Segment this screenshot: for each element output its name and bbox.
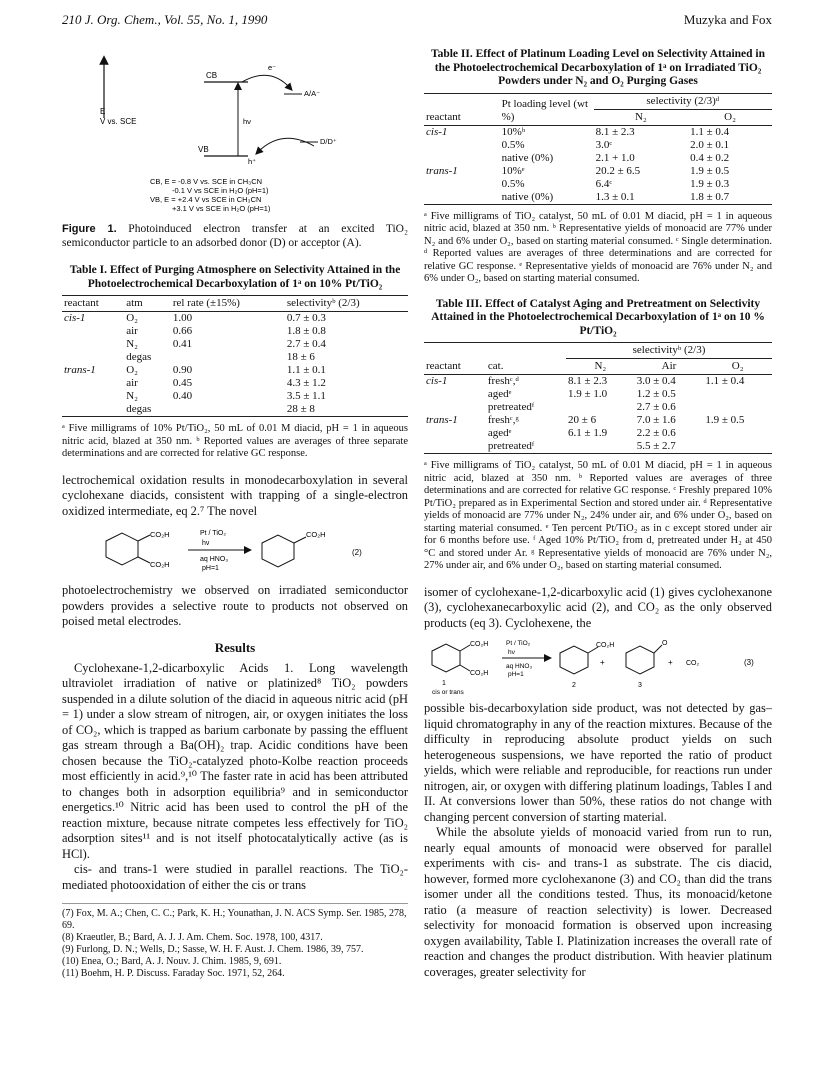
eq2-co2h-top: CO₂H (150, 530, 170, 539)
table-row (62, 325, 408, 338)
table-cell (424, 178, 500, 191)
right-body-text-2 (424, 701, 772, 980)
table-cell: degas (126, 351, 152, 363)
table-cell (171, 403, 285, 417)
eq3-compound-2: 2 (572, 682, 576, 689)
eq2-co2h-bottom: CO₂H (150, 560, 170, 569)
table-cell: 6.1 ± 1.9 (568, 427, 608, 439)
body-paragraph: possible bis-decarboxylation side product, was not detected by gas–liquid chromatography in any of the reaction mixtures. Because of the difficulty in reproducing absolute product yields on such heterogeneous suspensions, we have reported the ratio of product yields, which were reliable and reproducible, for reactions run under nitrogen, air, or oxygen with differing platinum loadings, Tables I and II. At conversions lower than 50%, these ratios do not change with changing percent conversion of starting material. (424, 701, 772, 824)
eq3-co2: CO₂ (686, 660, 700, 667)
table-row (424, 388, 772, 401)
donor-label: D/D⁺ (320, 137, 337, 146)
table-row (424, 152, 772, 165)
table-3-header: O₂ (703, 359, 772, 375)
table-2-header: O₂ (688, 109, 772, 125)
left-body-text (62, 473, 408, 520)
eq2-product-co2h: CO₂H (306, 530, 326, 539)
table-cell: O₂ (126, 364, 139, 376)
table-3-header: N₂ (566, 359, 635, 375)
table-cell (424, 440, 486, 454)
table-cell: 0.41 (172, 338, 193, 350)
table-cell (62, 377, 124, 390)
table-row (424, 139, 772, 152)
table-1-header: rel rate (±15%) (171, 296, 285, 312)
table-row (424, 401, 772, 414)
table-cell: cis-1 (426, 375, 448, 387)
table-cell (62, 338, 124, 351)
electron-label: e⁻ (268, 63, 277, 72)
table-cell: 3.0ᶜ (595, 138, 613, 151)
reference-item: (8) Kraeutler, B.; Bard, A. J. J. Am. Chem. Soc. 1978, 100, 4317. (62, 932, 323, 943)
eq3-reagent-hv: hν (508, 649, 515, 656)
table-cell: 28 ± 8 (285, 403, 408, 417)
table-row (62, 351, 408, 364)
figure-1-caption-label: Figure 1. (62, 223, 117, 235)
references (62, 903, 408, 980)
body-paragraph: Cyclohexane-1,2-dicarboxylic Acids 1. Long wavelength ultraviolet irradiation of native or platinized⁸ TiO₂ powders suspended in a dilute solution of the diacid in aqueous nitric acid (pH = 1) under a slow stream of nitrogen, air, or oxygen initiates the loss of CO₂, which is trapped as barium carbonate by passing the effluent gas stream through a Ba(OH)₂ trap. Acidic conditions have been chosen because the TiO₂-catalyzed photo-Kolbe reaction proceeds most efficiently in acid.⁹,¹⁰ The faster rate in acid has been attributed to changes both in adsorption equilibria⁹ and in semiconductor energetics.¹⁰ Nitric acid has been used to control the pH of the reaction mixture, because nitrate competes less effectively for TiO₂ adsorption sites¹¹ and is not itself photocatalytically active (as is HCl). (62, 660, 408, 861)
table-cell: 1.9 ± 0.3 (690, 177, 730, 190)
table-row (424, 414, 772, 427)
table-cell: freshᶜ,ᵈ (487, 375, 519, 387)
table-2-header: N₂ (594, 109, 689, 125)
table-cell: 1.8 ± 0.8 (286, 325, 326, 337)
reference-item: (10) Enea, O.; Bard, A. J. Nouv. J. Chim. 1985, 9, 691. (62, 956, 282, 967)
table-cell: trans-1 (426, 164, 458, 177)
table-cell: 7.0 ± 1.6 (636, 414, 676, 426)
left-column (62, 48, 408, 980)
table-cell: 5.5 ± 2.7 (635, 440, 704, 454)
table-row (424, 191, 772, 205)
table-row (424, 178, 772, 191)
figure-1-caption-text: Photoinduced electron transfer at an excited TiO₂ semiconductor particle to an adsorbed donor (D) or acceptor (A). (62, 223, 408, 249)
right-column (424, 48, 772, 980)
table-2-header: Pt loading level (wt %) (500, 93, 594, 125)
axis-e-label: E (100, 107, 106, 116)
table-cell: air (126, 325, 138, 337)
table-2-footnote: ᵃ Five milligrams of TiO₂ catalyst, 50 mL of 0.01 M diacid, pH = 1 in aqueous nitric acid, blazed at 350 nm. ᵇ Representative yields of monoacid are 77% under N₂ and 6% under O₂, based on starting material consumed. ᶜ Single determination. ᵈ Reported values are averages of three determinations and are corrected for relative GC response. ᵉ Representative yields of monoacid are 76% under N₂ and 6% under O₂, based on starting material consumed. (424, 210, 772, 284)
table-cell (424, 401, 486, 414)
eq2-number: (2) (352, 548, 362, 557)
table-cell: agedᵉ (487, 388, 512, 400)
eq3-plus-2: + (668, 658, 673, 667)
hv-label: hν (243, 117, 251, 126)
eq3-compound-3: 3 (638, 682, 642, 689)
table-cell: N₂ (126, 338, 139, 350)
table-3-title: Table III. Effect of Catalyst Aging and Pretreatment on Selectivity Attained in the Photoelectrochemical Decarboxylation of 1ᵃ on 10 % Pt/TiO₂ (431, 297, 765, 337)
body-paragraph: isomer of cyclohexane-1,2-dicarboxylic acid (1) gives cyclohexanone (3), cyclohexanecarboxylic acid (2), and CO₂ as the only observed products (eq 3). Cyclohexene, the (424, 584, 772, 630)
reference-item: (11) Boehm, H. P. Discuss. Faraday Soc. 1971, 52, 264. (62, 968, 285, 979)
eq2-reagent-acid: aq HNO₃ (200, 556, 229, 563)
table-cell (424, 388, 486, 401)
table-cell: 4.3 ± 1.2 (286, 377, 326, 389)
eq3-cis-trans: cis or trans (432, 689, 464, 696)
table-cell (62, 351, 124, 364)
equation-3 (424, 635, 772, 697)
table-cell: native (0%) (501, 151, 554, 164)
table-cell: 1.9 ± 1.0 (568, 388, 608, 400)
eq3-reagent-ph: pH=1 (508, 671, 524, 678)
table-cell: 0.66 (172, 325, 193, 337)
eq3-compound-1: 1 (442, 680, 446, 687)
table-cell: 18 ± 6 (286, 351, 315, 363)
table-cell: cis-1 (426, 125, 448, 138)
table-cell: native (0%) (500, 191, 594, 205)
eq3-co2h-bottom: CO₂H (470, 670, 489, 677)
table-cell: 1.9 ± 0.5 (705, 414, 745, 426)
table-cell (566, 401, 635, 414)
table-cell: 2.7 ± 0.6 (636, 401, 676, 413)
eq3-reagent-top: Pt / TiO₂ (506, 640, 531, 647)
table-cell: O₂ (126, 312, 139, 324)
figure-1-caption (62, 222, 408, 250)
table-cell: 2.1 + 1.0 (595, 151, 635, 164)
table-cell: 3.5 ± 1.1 (286, 390, 326, 402)
table-1-title: Table I. Effect of Purging Atmosphere on Selectivity Attained in the Photoelectrochemical Decarboxylation of 1ᵃ on 10% Pt/TiO₂ (69, 264, 401, 290)
table-cell: N₂ (126, 390, 139, 402)
table-cell (62, 403, 124, 417)
vb-potential-note-water: +3.1 V vs SCE in H₂O (pH=1) (172, 204, 271, 213)
cb-potential-note: CB, E = -0.8 V vs. SCE in CH₃CN (150, 177, 263, 186)
table-3-header: selectivityᵇ (2/3) (566, 343, 772, 359)
table-row (62, 377, 408, 390)
table-1 (62, 295, 408, 417)
table-2 (424, 93, 772, 205)
eq3-co2h-top: CO₂H (470, 641, 489, 648)
vb-label: VB (198, 145, 209, 154)
reference-item: (9) Furlong, D. N.; Wells, D.; Sasse, W. H. F. Aust. J. Chem. 1986, 39, 757. (62, 944, 364, 955)
table-cell: freshᶜ,ᵍ (487, 414, 519, 426)
table-cell: 8.1 ± 2.3 (568, 375, 608, 387)
figure-1 (62, 48, 408, 218)
table-2-title: Table II. Effect of Platinum Loading Level on Selectivity Attained in the Photoelectrochemical Decarboxylation of 1ᵃ on Irradiated TiO₂ Powders under N₂ and O₂ Purging Gases (430, 48, 766, 87)
table-cell: 3.0 ± 0.4 (636, 375, 676, 387)
acceptor-label: A/A⁻ (304, 89, 321, 98)
equation-2 (62, 523, 408, 579)
table-cell: 20 ± 6 (568, 414, 597, 426)
table-cell: 0.4 ± 0.2 (690, 151, 730, 164)
table-cell: 0.5% (501, 177, 525, 190)
table-cell (566, 440, 635, 454)
table-cell (703, 427, 772, 440)
table-1-header: atm (124, 296, 171, 312)
table-cell: agedᵉ (487, 427, 512, 439)
table-cell: 1.1 ± 0.4 (705, 375, 745, 387)
table-cell: 6.4ᶜ (595, 177, 613, 190)
table-3 (424, 342, 772, 454)
table-cell: degas (124, 403, 171, 417)
table-cell: pretreatedᶠ (486, 440, 566, 454)
table-row (62, 338, 408, 351)
table-cell: 0.40 (172, 390, 193, 402)
right-body-text (424, 585, 772, 632)
table-cell (703, 401, 772, 414)
table-3-header: cat. (486, 343, 566, 375)
table-cell: 1.2 ± 0.5 (636, 388, 676, 400)
table-cell (703, 388, 772, 401)
table-cell (424, 139, 500, 152)
table-cell: 2.7 ± 0.4 (286, 338, 326, 350)
equation-2-scheme (62, 523, 408, 579)
table-cell: 2.2 ± 0.6 (636, 427, 676, 439)
eq3-reagent-acid: aq HNO₃ (506, 663, 533, 670)
eq3-plus-1: + (600, 658, 605, 667)
axis-unit-label: V vs. SCE (100, 117, 137, 126)
table-cell: 2.0 ± 0.1 (690, 138, 730, 151)
vb-potential-note: VB, E = +2.4 V vs SCE in CH₃CN (150, 195, 262, 204)
eq3-ketone-o: O (662, 640, 668, 647)
table-3-header: Air (635, 359, 704, 375)
eq2-reagent-hv: hν (202, 540, 210, 547)
table-cell (424, 191, 500, 205)
body-paragraph: lectrochemical oxidation results in monodecarboxylation in several cyclohexane diacids, consistent with trapping of a single-electron oxidized intermediate, eq 2.⁷ The novel (62, 472, 408, 518)
table-2-header: reactant (424, 93, 500, 125)
band-diagram (62, 48, 408, 218)
table-row (62, 364, 408, 377)
table-3-footnote: ᵃ Five milligrams of TiO₂ catalyst, 50 mL of 0.01 M diacid, pH = 1 in aqueous nitric acid, blazed at 350 nm. ᵇ Reported values are averages of three determinations and are corrected for relative GC response. ᶜ Freshly prepared 10% Pt/TiO₂ prepared as in Experimental Section and stored under air. ᵈ Representative yields of monoacid are 77% under N₂, 24% under air, and 6% under O₂, based on starting material consumed. ᵉ Ten percent Pt/TiO₂ as in c except stored under air for 6 months before use. ᶠ Aged 10% Pt/TiO₂ from d, pretreated under H₂ at 450 °C and stored under Ar. ᵍ Representative yields of monoacid are 76% under N₂, 27% under air, and 6% under O₂, based on starting material consumed. (424, 460, 772, 571)
reference-item: (7) Fox, M. A.; Chen, C. C.; Park, K. H.; Younathan, J. N. ACS Symp. Ser. 1985, 278, 69. (62, 908, 407, 931)
table-cell: 10%ᵇ (501, 125, 526, 138)
table-cell: 10%ᵉ (501, 164, 525, 177)
table-cell: 0.5% (501, 138, 525, 151)
eq2-reagent-top: Pt / TiO₂ (200, 530, 227, 537)
table-cell: 0.7 ± 0.3 (286, 312, 326, 324)
table-row (62, 403, 408, 417)
table-row (424, 125, 772, 139)
table-row (62, 312, 408, 326)
table-cell: pretreatedᶠ (487, 401, 535, 413)
table-1-header: selectivityᵇ (2/3) (285, 296, 408, 312)
cb-potential-note-water: -0.1 V vs SCE in H₂O (pH=1) (172, 186, 269, 195)
table-row (424, 427, 772, 440)
table-cell: 20.2 ± 6.5 (595, 164, 641, 177)
table-cell: 1.00 (172, 312, 193, 324)
table-row (62, 390, 408, 403)
table-cell: 1.9 ± 0.5 (690, 164, 730, 177)
table-cell (62, 390, 124, 403)
table-cell: 0.90 (172, 364, 193, 376)
table-cell: air (126, 377, 138, 389)
table-cell: trans-1 (426, 414, 458, 426)
table-cell (62, 325, 124, 338)
table-cell: 1.8 ± 0.7 (688, 191, 772, 205)
table-cell: cis-1 (64, 312, 86, 324)
cb-label: CB (206, 71, 218, 80)
table-cell: 1.1 ± 0.1 (286, 364, 326, 376)
table-cell: 8.1 ± 2.3 (595, 125, 635, 138)
table-cell: 1.3 ± 0.1 (594, 191, 689, 205)
table-cell (424, 427, 486, 440)
table-cell (703, 440, 772, 454)
body-paragraph: While the absolute yields of monoacid varied from run to run, nearly equal amounts of monoacid were observed for parallel experiments with cis- and trans-1 as substrate. The cis diacid, however, formed more cyclohexanone (3) and CO₂ than did the trans isomer under all the conditions tested. Thus, its monoacid/ketone ratio (a measure of reaction selectivity) is lower. Decreased selectivity for monoacid formation is observed upon increasing oxygen availability, Table I. Platinization increases the overall rate of reaction and changes the product distribution. With heavier platinum coverages, greater selectivity for (424, 825, 772, 979)
left-body-text-2 (62, 583, 408, 893)
header-authors: Muzyka and Fox (683, 12, 772, 27)
eq3-product-co2h: CO₂H (596, 642, 615, 649)
table-2-header: selectivity (2/3)ᵈ (594, 93, 772, 109)
header-citation: 210 J. Org. Chem., Vol. 55, No. 1, 1990 (62, 12, 268, 27)
table-3-header: reactant (424, 343, 486, 375)
table-1-footnote: ᵃ Five milligrams of 10% Pt/TiO₂, 50 mL of 0.01 M diacid, pH = 1 in aqueous nitric acid, blazed at 350 nm. ᵇ Reported values are averages of three separate determinations and are corrected for relative GC response. (62, 423, 408, 459)
results-heading: Results (214, 639, 256, 655)
eq2-reagent-ph: pH=1 (202, 565, 219, 572)
table-row (424, 165, 772, 178)
table-row (424, 440, 772, 454)
table-cell: 0.45 (172, 377, 193, 389)
hole-label: h⁺ (248, 157, 257, 166)
body-paragraph: cis- and trans-1 were studied in parallel reactions. The TiO₂-mediated photooxidation of either the cis or trans (62, 862, 408, 892)
table-1-header: reactant (62, 296, 124, 312)
eq3-number: (3) (744, 658, 754, 667)
page-header (62, 12, 772, 32)
body-paragraph: photoelectrochemistry we observed on irradiated semiconductor powders provides a selective route to products not observed on poised metal electrodes. (62, 583, 408, 628)
table-row (424, 375, 772, 389)
table-cell: trans-1 (64, 364, 96, 376)
equation-3-scheme (424, 635, 772, 697)
table-cell: 1.1 ± 0.4 (690, 125, 730, 138)
table-cell (424, 152, 500, 165)
table-cell (171, 351, 285, 364)
